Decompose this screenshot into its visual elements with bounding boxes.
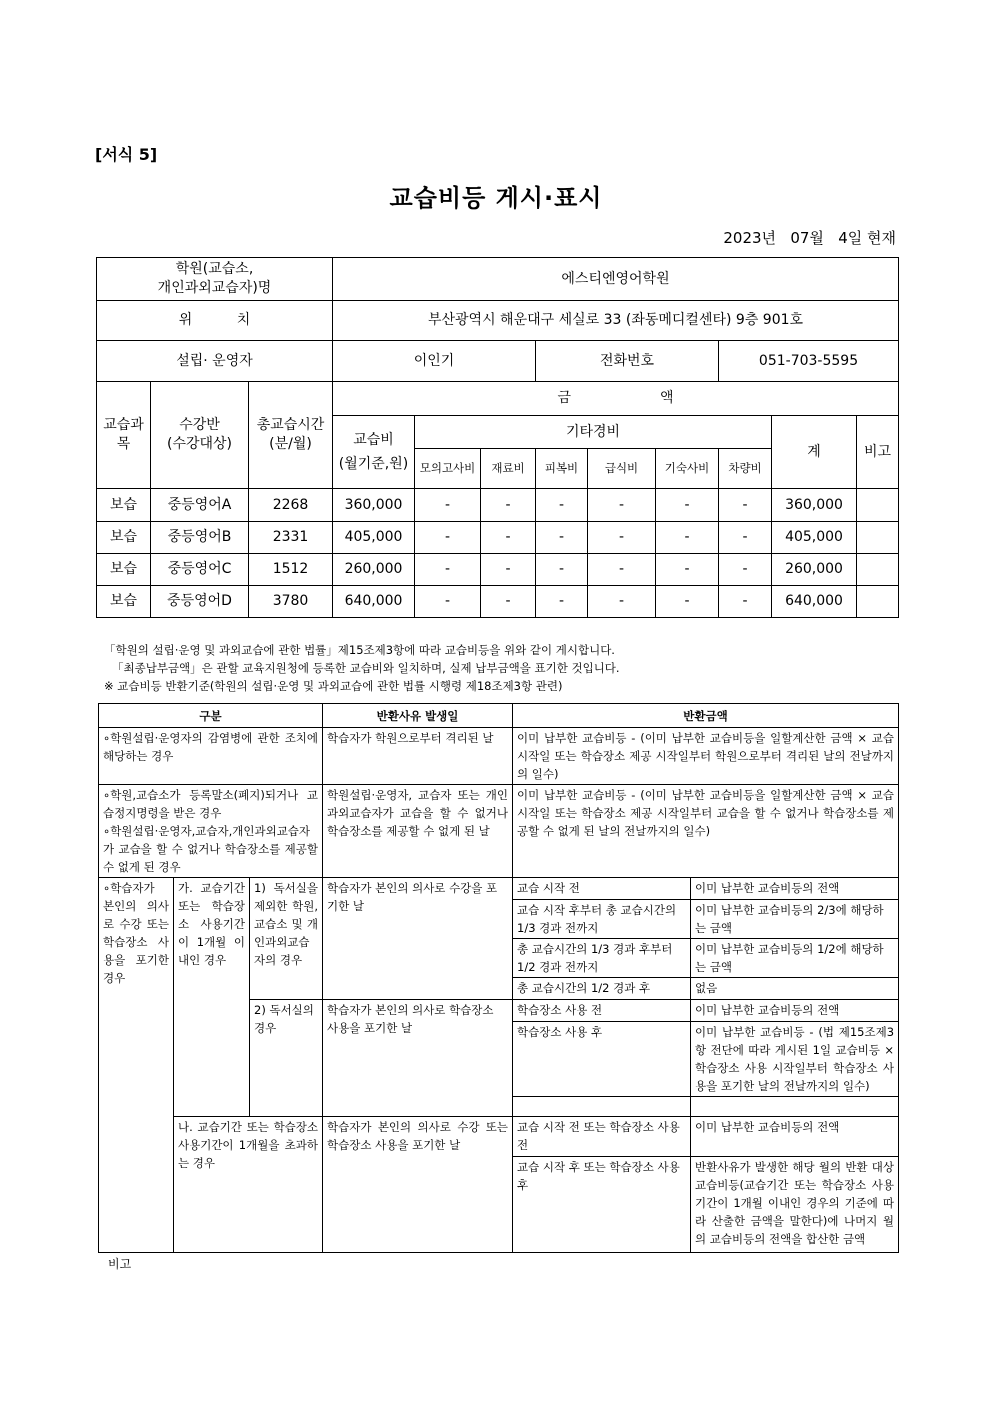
other-costs-header: 기타경비	[415, 416, 772, 449]
long-term-category: 나. 교습기간 또는 학습장소 사용기간이 1개월을 초과하는 경우	[174, 1117, 323, 1253]
table-row	[97, 522, 899, 554]
hours: 2268	[249, 489, 333, 522]
total: 640,000	[772, 586, 857, 618]
refund-condition: 교습 시작 전	[513, 878, 691, 900]
total-header: 계	[772, 416, 857, 489]
footer-note: 비고	[108, 1257, 132, 1271]
note-line: ※ 교습비등 반환기준(학원의 설립·운영 및 과외교습에 관한 법률 시행령 제18조제3항 관련)	[104, 679, 563, 693]
vehicle: -	[719, 554, 772, 586]
closure-category-b: ∘학원설립·운영자,교습자,개인과외교습자가 교습을 할 수 없거나 학습장소를 제공할 수 없게 된 경우	[103, 824, 319, 874]
short-term-category: 가. 교습기간 또는 학습장소 사용기간이 1개월 이내인 경우	[174, 878, 250, 1117]
academy-name-label: 학원(교습소, 개인과외교습자)명	[97, 258, 333, 301]
dorm-header: 기숙사비	[656, 449, 719, 489]
amount-header: 금 액	[333, 382, 899, 416]
note	[857, 522, 899, 554]
class-header: 수강반 (수강대상)	[151, 382, 249, 489]
subject-header: 교습과 목	[97, 382, 151, 489]
note	[857, 554, 899, 586]
hours: 2331	[249, 522, 333, 554]
document-title: 교습비등 게시·표시	[389, 184, 603, 212]
uniform-header: 피복비	[536, 449, 588, 489]
vehicle: -	[719, 489, 772, 522]
closure-category	[99, 785, 323, 878]
total-hours-header: 총교습시간 (분/월)	[249, 382, 333, 489]
refund-condition: 총 교습시간의 1/2 경과 후	[513, 978, 691, 1000]
vehicle: -	[719, 586, 772, 618]
notes	[104, 641, 620, 695]
uniform: -	[536, 489, 588, 522]
mock-exam: -	[415, 522, 481, 554]
note	[857, 489, 899, 522]
subject: 보습	[97, 489, 151, 522]
refund-amount: 이미 납부한 교습비등의 전액	[691, 878, 899, 900]
dorm: -	[656, 522, 719, 554]
quarantine-date: 학습자가 학원으로부터 격리된 날	[323, 728, 513, 785]
dorm: -	[656, 554, 719, 586]
vehicle-header: 차량비	[719, 449, 772, 489]
category-header: 구분	[99, 704, 323, 728]
vehicle: -	[719, 522, 772, 554]
phone-label: 전화번호	[536, 341, 719, 382]
refund-amount-header: 반환금액	[513, 704, 899, 728]
note-line: 「학원의 설립·운영 및 과외교습에 관한 법률」제15조제3항에 따라 교습비등을 위와 같이 게시합니다.	[104, 643, 615, 657]
phone-value: 051-703-5595	[719, 341, 899, 382]
class: 중등영어B	[151, 522, 249, 554]
refund-amount: 반환사유가 발생한 해당 월의 반환 대상 교습비등(교습기간 또는 학습장소 사용기간이 1개월 이내인 경우의 기준에 따라 산출한 금액을 말한다)에 나머지 월의 교습비등의 전액을 합산한 금액	[691, 1157, 899, 1253]
subject: 보습	[97, 554, 151, 586]
mock-exam: -	[415, 489, 481, 522]
meals: -	[588, 522, 656, 554]
uniform: -	[536, 522, 588, 554]
tuition: 405,000	[333, 522, 415, 554]
uniform: -	[536, 554, 588, 586]
mock-exam-header: 모의고사비	[415, 449, 481, 489]
hours: 3780	[249, 586, 333, 618]
operator-label: 설립· 운영자	[97, 341, 333, 382]
academy-name: 에스티엔영어학원	[333, 258, 899, 301]
hours: 1512	[249, 554, 333, 586]
meals: -	[588, 554, 656, 586]
materials: -	[481, 522, 536, 554]
class: 중등영어C	[151, 554, 249, 586]
class: 중등영어D	[151, 586, 249, 618]
tuition: 640,000	[333, 586, 415, 618]
closure-amount: 이미 납부한 교습비등 - (이미 납부한 교습비등을 일할계산한 금액 × 교습 시작일 또는 학습장소 제공 시작일부터 교습을 할 수 없거나 학습장소를 제공할 수 없게 된 날의 전날까지의 일수)	[513, 785, 899, 878]
total: 360,000	[772, 489, 857, 522]
refund-amount: 이미 납부한 교습비등의 전액	[691, 1000, 899, 1022]
meals: -	[588, 586, 656, 618]
refund-condition: 교습 시작 후 또는 학습장소 사용 후	[513, 1157, 691, 1253]
materials-header: 재료비	[481, 449, 536, 489]
refund-condition: 교습 시작 후부터 총 교습시간의 1/3 경과 전까지	[513, 900, 691, 939]
refund-amount: 이미 납부한 교습비등 - (법 제15조제3항 전단에 따라 게시된 1일 교습비등 × 학습장소 사용 시작일부터 학습장소 사용을 포기한 날의 전날까지의 일수)	[691, 1022, 899, 1097]
materials: -	[481, 489, 536, 522]
operator-name: 이인기	[333, 341, 536, 382]
dorm: -	[656, 489, 719, 522]
table-row	[97, 489, 899, 522]
total: 405,000	[772, 522, 857, 554]
refund-condition: 학습장소 사용 전	[513, 1000, 691, 1022]
quarantine-category: ∘학원설립·운영자의 감염병에 관한 조치에 해당하는 경우	[99, 728, 323, 785]
subject: 보습	[97, 586, 151, 618]
table-row	[97, 554, 899, 586]
tuition: 360,000	[333, 489, 415, 522]
study-room-category: 2) 독서실의 경우	[250, 1000, 323, 1117]
refund-standard-table	[98, 703, 899, 1253]
long-term-date: 학습자가 본인의 의사로 수강 또는 학습장소 사용을 포기한 날	[323, 1117, 513, 1253]
fee-info-table	[96, 257, 899, 618]
tuition: 260,000	[333, 554, 415, 586]
refund-amount: 이미 납부한 교습비등의 전액	[691, 1117, 899, 1157]
non-study-room-category: 1) 독서실을 제외한 학원, 교습소 및 개인과외교습자의 경우	[250, 878, 323, 1000]
dorm: -	[656, 586, 719, 618]
refund-amount: 없음	[691, 978, 899, 1000]
quarantine-amount: 이미 납부한 교습비등 - (이미 납부한 교습비등을 일할계산한 금액 × 교습 시작일 또는 학습장소 제공 시작일부터 학원으로부터 격리된 날의 전날까지의 일수)	[513, 728, 899, 785]
student-withdrawal-category: ∘학습자가 본인의 의사로 수강 또는 학습장소 사용을 포기한 경우	[99, 878, 174, 1253]
tuition-header: 교습비 (월기준,원)	[333, 416, 415, 489]
non-study-room-date: 학습자가 본인의 의사로 수강을 포기한 날	[323, 878, 513, 1000]
meals-header: 급식비	[588, 449, 656, 489]
refund-condition	[513, 1097, 691, 1117]
refund-amount: 이미 납부한 교습비등의 1/2에 해당하는 금액	[691, 939, 899, 978]
document-date: 2023년 07월 4일 현재	[723, 229, 896, 247]
note-line: 「최종납부금액」은 관할 교육지원청에 등록한 교습비와 일치하며, 실제 납부금액을 표기한 것입니다.	[112, 661, 620, 675]
location-value: 부산광역시 해운대구 세실로 33 (좌동메디컬센타) 9층 901호	[333, 301, 899, 341]
total: 260,000	[772, 554, 857, 586]
mock-exam: -	[415, 554, 481, 586]
reason-date-header: 반환사유 발생일	[323, 704, 513, 728]
uniform: -	[536, 586, 588, 618]
refund-condition: 총 교습시간의 1/3 경과 후부터 1/2 경과 전까지	[513, 939, 691, 978]
meals: -	[588, 489, 656, 522]
closure-category-a: ∘학원,교습소가 등록말소(폐지)되거나 교습정지명령을 받은 경우	[103, 788, 319, 820]
subject: 보습	[97, 522, 151, 554]
closure-date: 학원설립·운영자, 교습자 또는 개인과외교습자가 교습을 할 수 없거나 학습장소를 제공할 수 없게 된 날	[323, 785, 513, 878]
study-room-date: 학습자가 본인의 의사로 학습장소 사용을 포기한 날	[323, 1000, 513, 1117]
note-header: 비고	[857, 416, 899, 489]
refund-condition: 교습 시작 전 또는 학습장소 사용 전	[513, 1117, 691, 1157]
form-label: [서식 5]	[95, 145, 158, 164]
note	[857, 586, 899, 618]
class: 중등영어A	[151, 489, 249, 522]
refund-condition: 학습장소 사용 후	[513, 1022, 691, 1097]
materials: -	[481, 586, 536, 618]
refund-amount: 이미 납부한 교습비등의 2/3에 해당하는 금액	[691, 900, 899, 939]
refund-amount	[691, 1097, 899, 1117]
materials: -	[481, 554, 536, 586]
table-row	[97, 586, 899, 618]
mock-exam: -	[415, 586, 481, 618]
location-label: 위 치	[97, 301, 333, 341]
